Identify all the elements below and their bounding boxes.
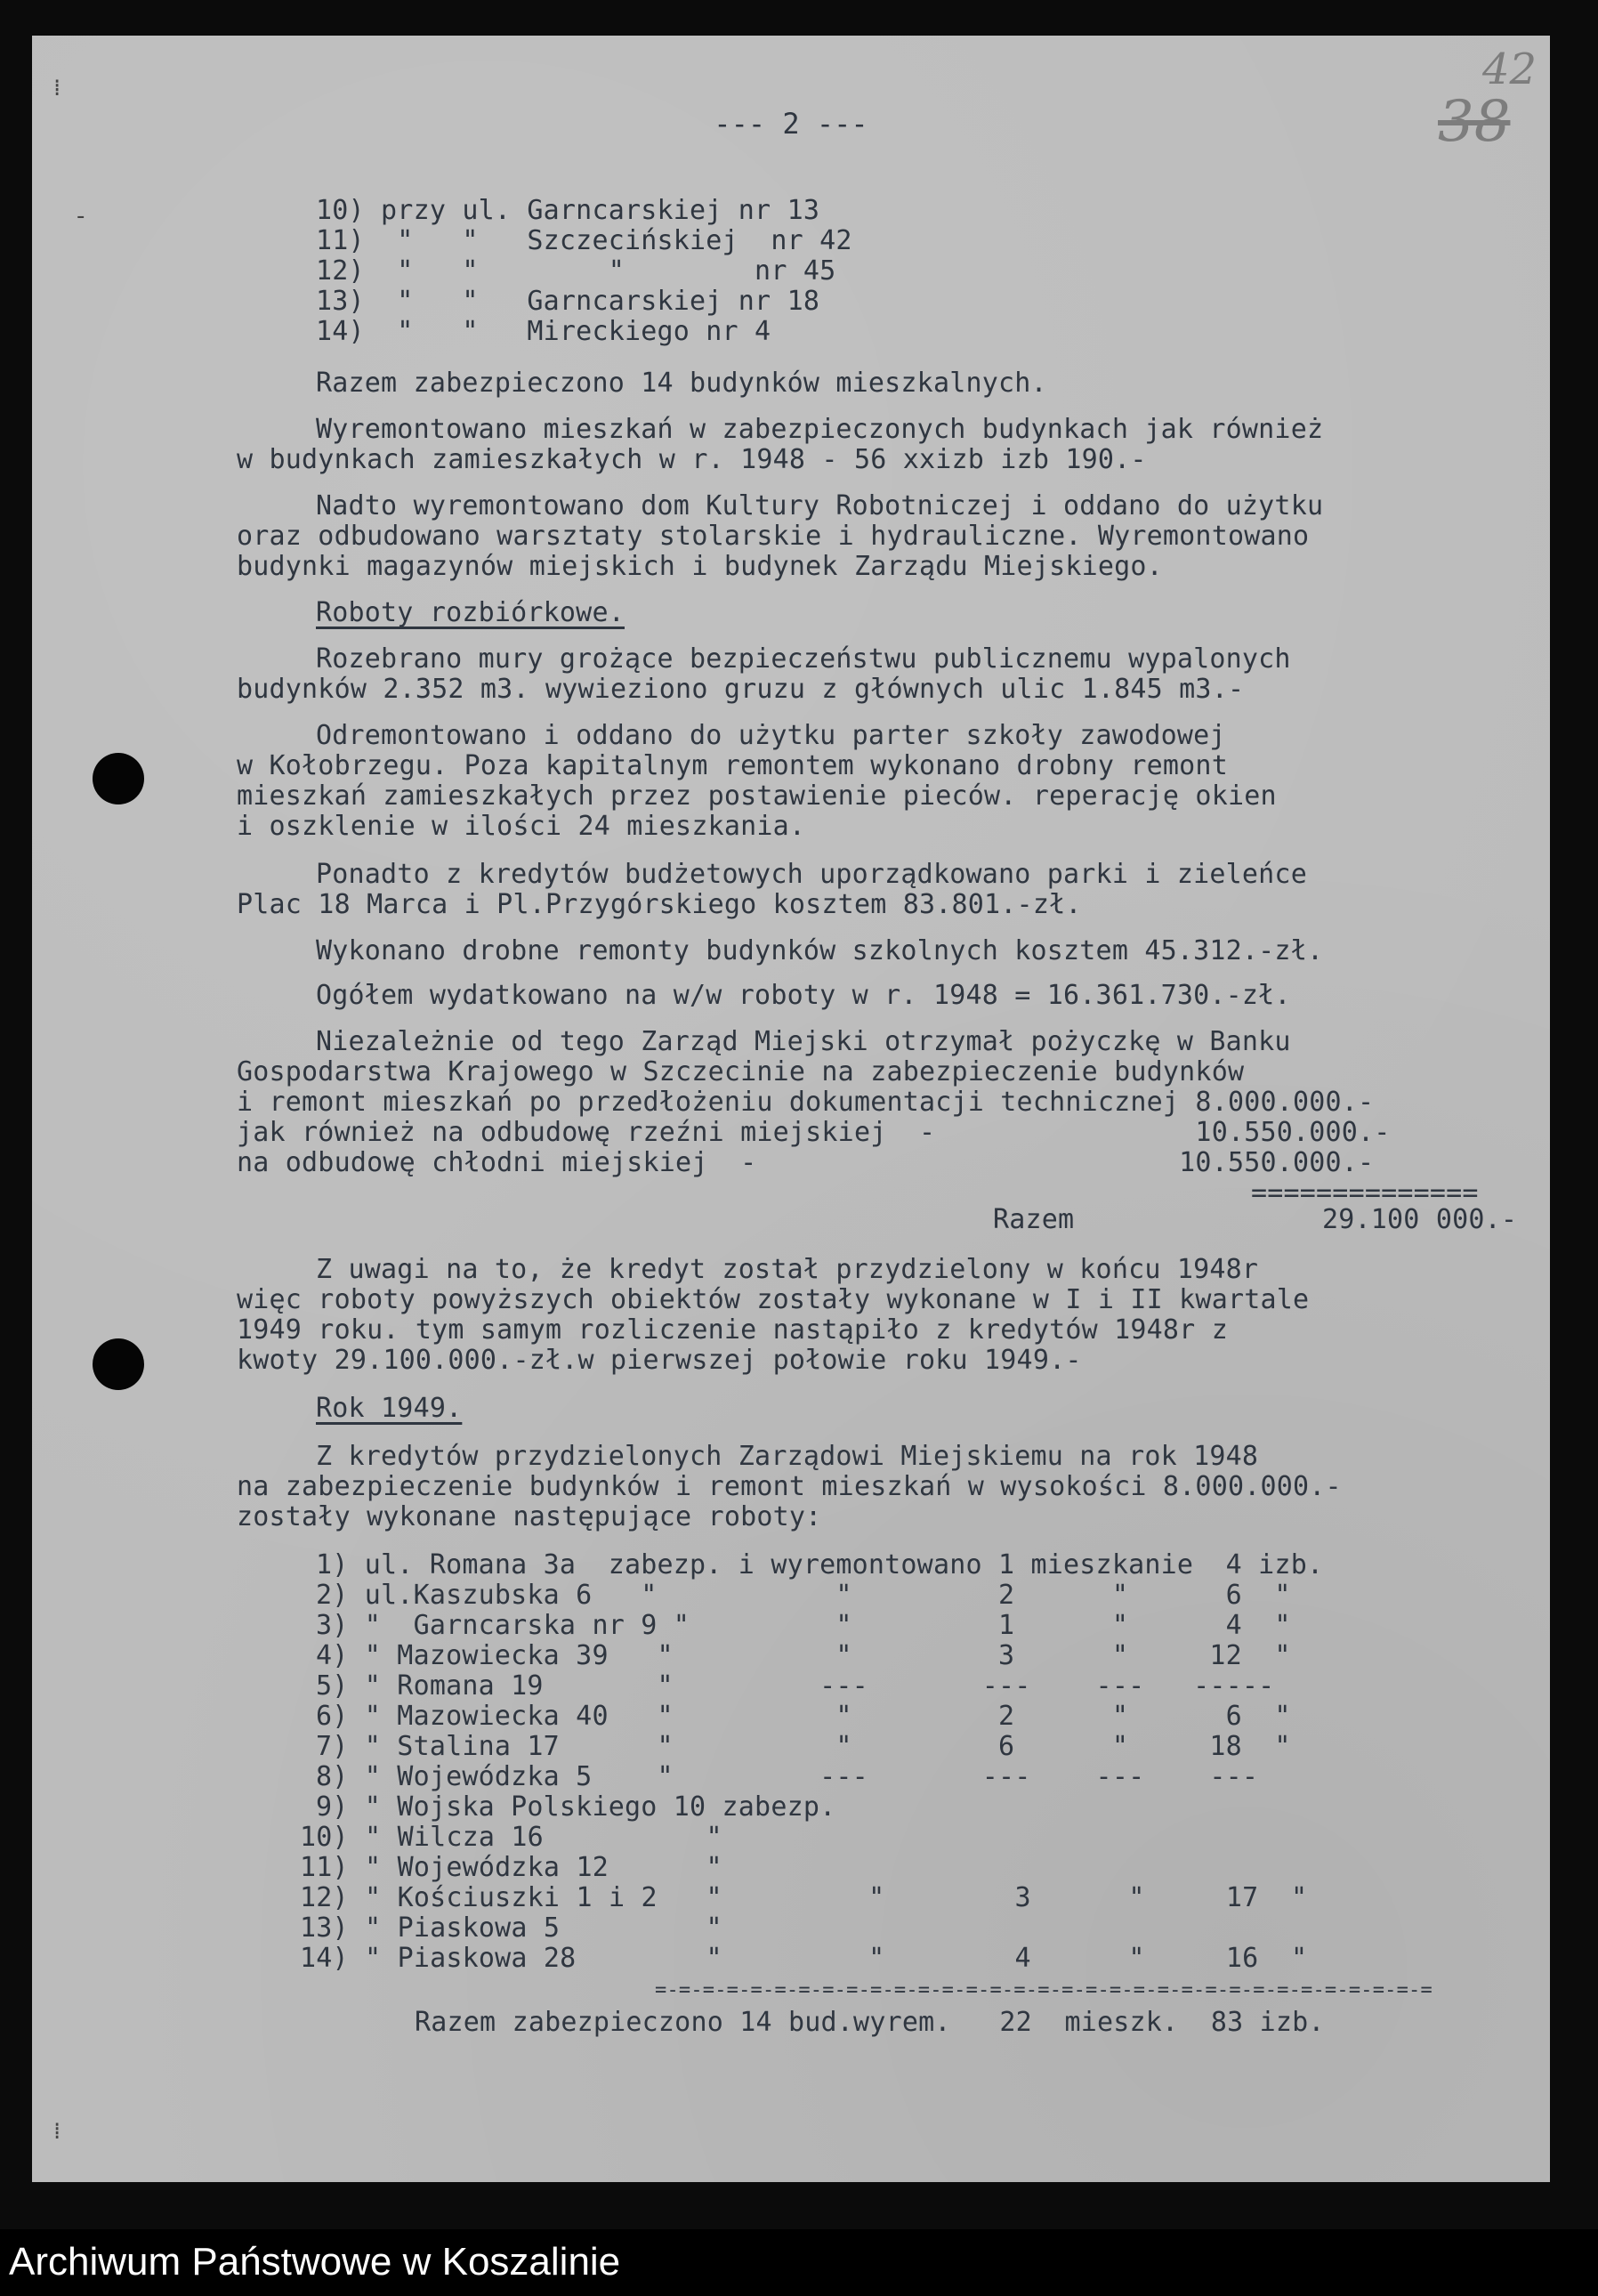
text-line: więc roboty powyższych obiektów zostały wykonane w I i II kwartale	[237, 1284, 1310, 1315]
text-line: Ponadto z kredytów budżetowych uporządkowano parki i zieleńce	[316, 859, 1307, 890]
margin-mark: -	[77, 203, 85, 230]
margin-mark: ⁞	[53, 2118, 61, 2145]
punch-hole	[93, 1338, 144, 1390]
archive-name: Archiwum Państwowe w Koszalinie	[9, 2240, 621, 2284]
table-row: 4) " Mazowiecka 39 " " 3 " 12 "	[316, 1640, 1291, 1671]
section-heading: Rok 1949.	[316, 1393, 463, 1424]
table-row: 2) ul.Kaszubska 6 " " 2 " 6 "	[316, 1580, 1291, 1611]
text-line: Nadto wyremontowano dom Kultury Robotniczej i oddano do użytku	[316, 490, 1324, 521]
total-label: Razem	[993, 1204, 1075, 1235]
text-line: Razem zabezpieczono 14 budynków mieszkalnych.	[316, 368, 1047, 399]
summary-rule: =-=-=-=-=-=-=-=-=-=-=-=-=-=-=-=-=-=-=-=-=-=-=-=-=-=-=-=-=-=-=-=-=	[655, 1979, 1433, 2001]
table-row: 3) " Garncarska nr 9 " " 1 " 4 "	[316, 1610, 1291, 1641]
archive-footer	[0, 2229, 1598, 2296]
summary-line: Razem zabezpieczono 14 bud.wyrem. 22 mieszk. 83 izb.	[415, 2007, 1325, 2038]
text-line: na odbudowę chłodni miejskiej - 10.550.000.-	[237, 1147, 1375, 1178]
table-row: 13) " Piaskowa 5 "	[300, 1912, 722, 1944]
text-line: Gospodarstwa Krajowego w Szczecinie na zabezpieczenie budynków	[237, 1056, 1245, 1087]
text-line: i remont mieszkań po przedłożeniu dokumentacji technicznej 8.000.000.-	[237, 1087, 1375, 1118]
total-amount: 29.100 000.-	[1322, 1204, 1518, 1235]
text-line: Z kredytów przydzielonych Zarządowi Miejskiemu na rok 1948	[316, 1441, 1259, 1472]
address-line: 12) " " " nr 45	[316, 255, 836, 287]
text-line: budynków 2.352 m3. wywieziono gruzu z głównych ulic 1.845 m3.-	[237, 674, 1245, 705]
table-row: 6) " Mazowiecka 40 " " 2 " 6 "	[316, 1701, 1291, 1732]
text-line: mieszkań zamieszkałych przez postawienie pieców. reperację okien	[237, 780, 1277, 812]
table-row: 9) " Wojska Polskiego 10 zabezp.	[316, 1791, 836, 1823]
text-line: Niezależnie od tego Zarząd Miejski otrzymał pożyczkę w Banku	[316, 1026, 1291, 1057]
address-line: 13) " " Garncarskiej nr 18	[316, 286, 820, 317]
text-line: budynki magazynów miejskich i budynek Zarządu Miejskiego.	[237, 551, 1163, 582]
margin-mark: ⁞	[53, 75, 61, 101]
text-line: Plac 18 Marca i Pl.Przygórskiego kosztem 83.801.-zł.	[237, 889, 1082, 920]
table-row: 8) " Wojewódzka 5 " --- --- --- ---	[316, 1761, 1259, 1792]
text-line: w budynkach zamieszkałych w r. 1948 - 56 xxizb izb 190.-	[237, 444, 1147, 475]
text-line: 1949 roku. tym samym rozliczenie nastąpiło z kredytów 1948r z	[237, 1314, 1228, 1346]
table-row: 14) " Piaskowa 28 " " 4 " 16 "	[300, 1943, 1308, 1974]
table-row: 7) " Stalina 17 " " 6 " 18 "	[316, 1731, 1291, 1762]
folio-number: 42	[1482, 44, 1537, 94]
text-line: na zabezpieczenie budynków i remont mieszkań w wysokości 8.000.000.-	[237, 1471, 1342, 1502]
table-row: 10) " Wilcza 16 "	[300, 1822, 722, 1853]
section-heading: Roboty rozbiórkowe.	[316, 597, 625, 628]
table-row: 1) ul. Romana 3a zabezp. i wyremontowano 1 mieszkanie 4 izb.	[316, 1549, 1324, 1581]
table-row: 12) " Kościuszki 1 i 2 " " 3 " 17 "	[300, 1882, 1308, 1913]
table-row: 11) " Wojewódzka 12 "	[300, 1852, 722, 1883]
page-number: --- 2 ---	[714, 107, 868, 141]
text-line: jak również na odbudowę rzeźni miejskiej - 10.550.000.-	[237, 1117, 1391, 1148]
text-line: Z uwagi na to, że kredyt został przydzielony w końcu 1948r	[316, 1254, 1259, 1285]
address-line: 10) przy ul. Garncarskiej nr 13	[316, 195, 820, 226]
folio-number-crossed: 38	[1438, 89, 1511, 155]
text-line: kwoty 29.100.000.-zł.w pierwszej połowie roku 1949.-	[237, 1345, 1082, 1376]
address-line: 14) " " Mireckiego nr 4	[316, 316, 771, 347]
text-line: Wykonano drobne remonty budynków szkolnych kosztem 45.312.-zł.	[316, 935, 1324, 966]
document-page	[32, 36, 1550, 2182]
table-row: 5) " Romana 19 " --- --- --- -----	[316, 1670, 1275, 1702]
text-line: Odremontowano i oddano do użytku parter szkoły zawodowej	[316, 720, 1226, 751]
text-line: Wyremontowano mieszkań w zabezpieczonych budynkach jak również	[316, 414, 1324, 445]
punch-hole	[93, 753, 144, 804]
address-line: 11) " " Szczecińskiej nr 42	[316, 225, 852, 256]
text-line: i oszklenie w ilości 24 mieszkania.	[237, 811, 806, 842]
total-rule: ==============	[1251, 1177, 1479, 1209]
text-line: Rozebrano mury grożące bezpieczeństwu publicznemu wypalonych	[316, 643, 1291, 675]
text-line: w Kołobrzegu. Poza kapitalnym remontem wykonano drobny remont	[237, 750, 1228, 781]
text-line: Ogółem wydatkowano na w/w roboty w r. 1948 = 16.361.730.-zł.	[316, 980, 1291, 1011]
text-line: zostały wykonane następujące roboty:	[237, 1501, 822, 1532]
text-line: oraz odbudowano warsztaty stolarskie i hydrauliczne. Wyremontowano	[237, 521, 1310, 552]
